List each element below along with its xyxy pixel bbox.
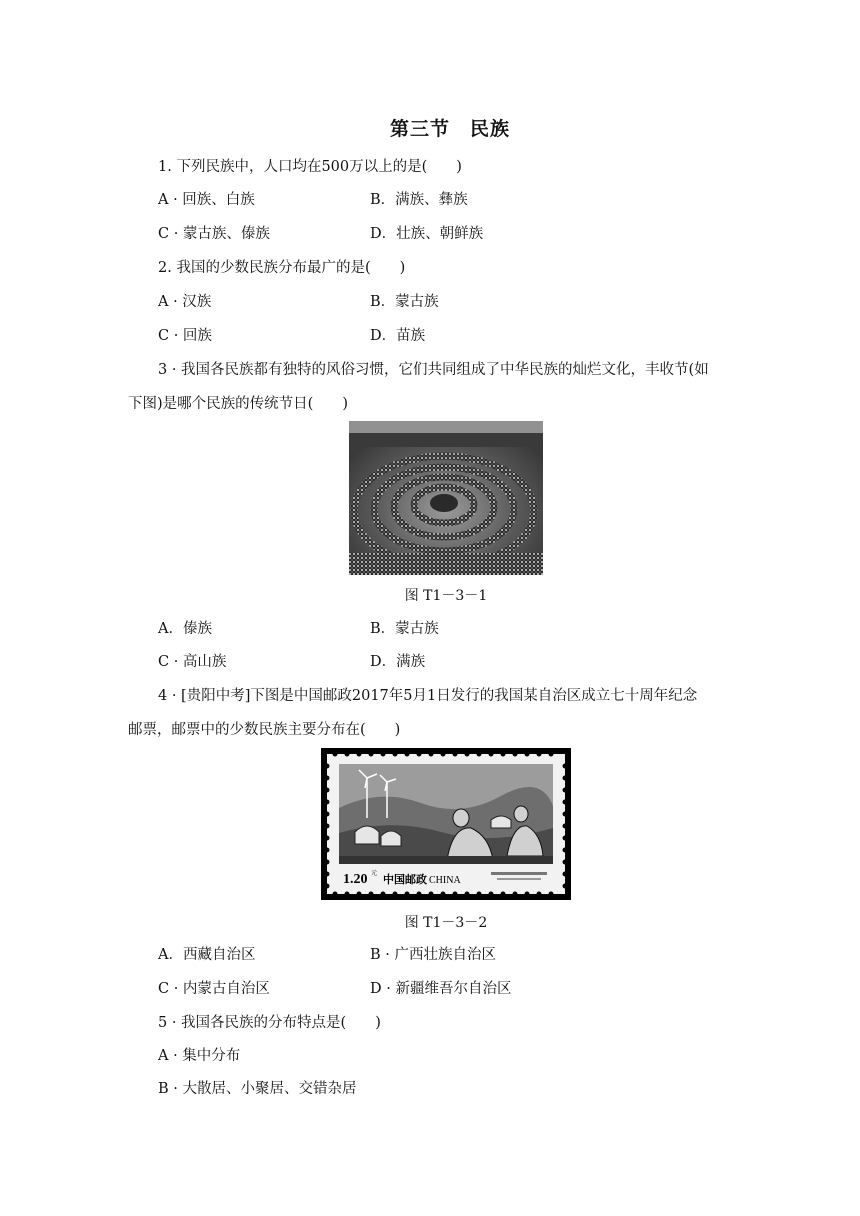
question-4-stem-line-2: 邮票，邮票中的少数民族主要分布在( )	[128, 722, 401, 738]
question-3-stem-line-1: 3 · 我国各民族都有独特的风俗习惯，它们共同组成了中华民族的灿烂文化，丰收节(如	[158, 362, 709, 378]
question-5-option-b: B · 大散居、小聚居、交错杂居	[158, 1081, 357, 1097]
question-4-option-d: D · 新疆维吾尔自治区	[370, 981, 512, 997]
commemorative-stamp	[321, 748, 571, 900]
question-4-option-c: C · 内蒙古自治区	[158, 981, 270, 997]
stamp-denomination: 1.20	[343, 872, 368, 887]
question-4-stem-line-1: 4 · [贵阳中考]下图是中国邮政2017年5月1日发行的我国某自治区成立七十周年纪念	[158, 688, 698, 704]
stamp-issuer: 中国邮政	[383, 873, 427, 886]
question-5-option-a: A · 集中分布	[158, 1048, 241, 1064]
question-3-option-b: B．蒙古族	[370, 621, 439, 637]
question-1-option-c: C · 蒙古族、傣族	[158, 226, 270, 242]
question-2-stem: 2. 我国的少数民族分布最广的是( )	[158, 260, 406, 276]
question-2-option-d: D．苗族	[370, 328, 426, 344]
stamp-unit: 元	[371, 871, 378, 877]
question-3-stem-line-2: 下图)是哪个民族的传统节日( )	[128, 396, 348, 412]
question-4-option-a: A．西藏自治区	[158, 947, 256, 963]
question-4-option-b: B · 广西壮族自治区	[370, 947, 496, 963]
stamp-country: CHINA	[429, 875, 461, 886]
figure-1-caption: 图 T1－3－1	[404, 588, 488, 604]
question-1-option-b: B．满族、彝族	[370, 192, 468, 208]
question-3-option-a: A．傣族	[158, 621, 212, 637]
question-2-option-b: B．蒙古族	[370, 294, 439, 310]
harvest-festival-photo	[349, 421, 543, 575]
figure-2-caption: 图 T1－3－2	[404, 915, 488, 931]
question-3-option-d: D．满族	[370, 654, 426, 670]
question-1-option-a: A · 回族、白族	[158, 192, 255, 208]
question-1-stem: 1. 下列民族中，人口均在500万以上的是( )	[158, 159, 462, 175]
question-2-option-c: C · 回族	[158, 328, 212, 344]
question-1-option-d: D．壮族、朝鲜族	[370, 226, 484, 242]
question-3-option-c: C · 高山族	[158, 654, 227, 670]
question-2-option-a: A · 汉族	[158, 294, 212, 310]
question-5-stem: 5 · 我国各民族的分布特点是( )	[158, 1015, 381, 1031]
page-title: 第三节 民族	[389, 118, 510, 140]
